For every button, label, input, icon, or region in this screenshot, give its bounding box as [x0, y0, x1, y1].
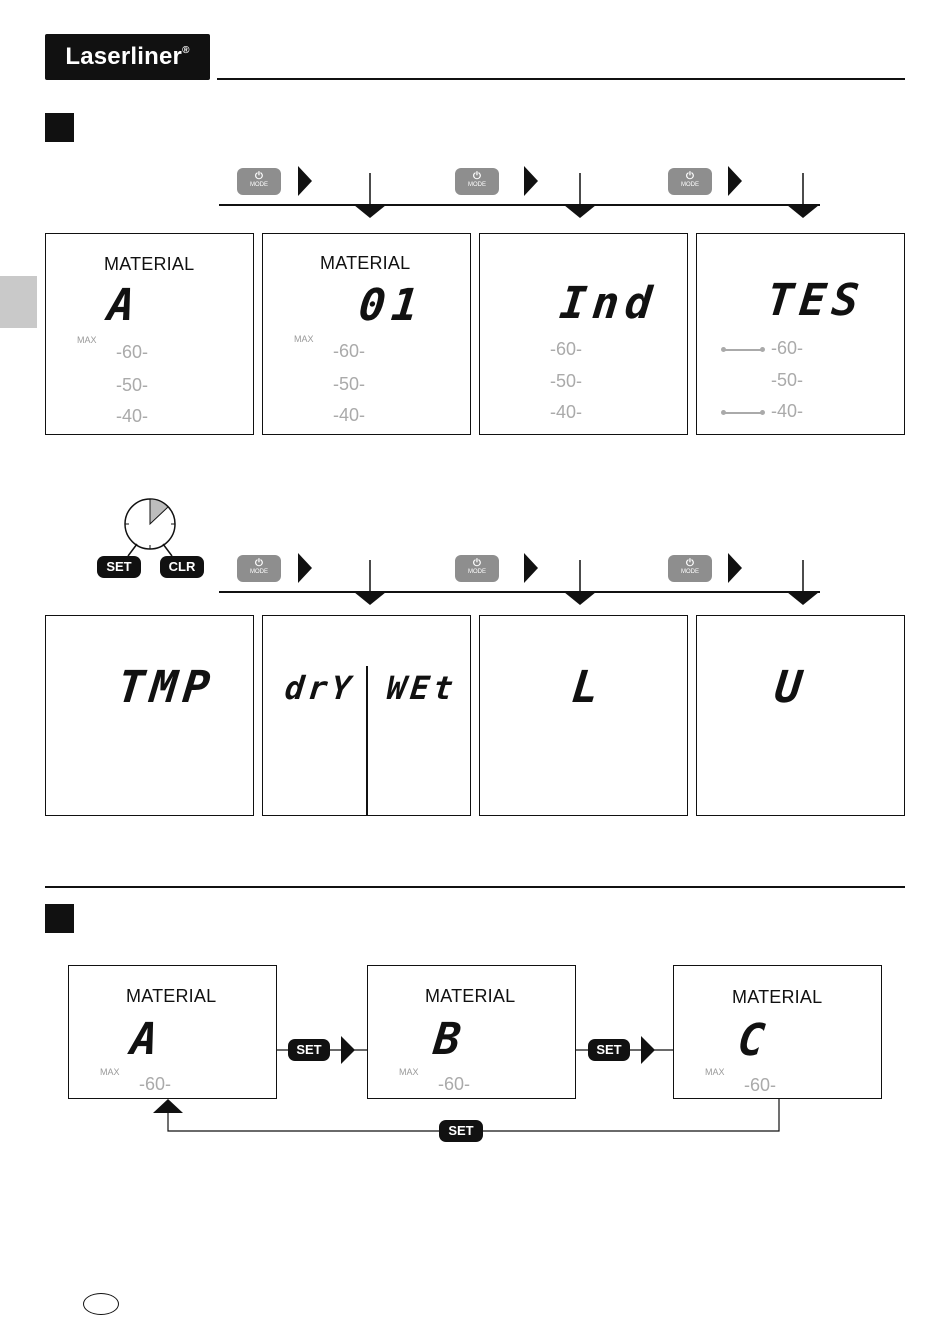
material-label: MATERIAL [732, 987, 823, 1007]
material-label: MATERIAL [425, 986, 516, 1006]
display-panel-material-b [367, 965, 576, 1099]
scale-40: -40- [116, 406, 149, 426]
mode-label: MODE [250, 569, 268, 575]
probe-icon [723, 349, 763, 351]
mode-label: MODE [468, 569, 486, 575]
probe-icon [723, 412, 763, 414]
set-button[interactable]: SET [97, 556, 141, 578]
arrow-right-icon [524, 166, 538, 196]
lcd-value: A [105, 280, 144, 331]
scale-60: -60- [139, 1074, 172, 1094]
max-label: MAX [100, 1067, 120, 1077]
arrow-down-icon [787, 592, 819, 605]
arrow-down-icon [564, 205, 596, 218]
lcd-value: TMP [115, 662, 219, 713]
power-icon: ⏻ [255, 171, 263, 182]
set-button[interactable]: SET [588, 1039, 630, 1061]
section-marker-2 [45, 904, 74, 933]
lcd-value: A [128, 1014, 167, 1065]
max-label: MAX [294, 334, 314, 344]
lcd-value: 01 [356, 280, 427, 331]
scale-40: -40- [550, 402, 583, 422]
scale-50: -50- [116, 375, 149, 395]
scale-60: -60- [116, 342, 149, 362]
scale-50: -50- [771, 370, 804, 390]
arrow-down-icon [564, 592, 596, 605]
mode-button[interactable] [668, 555, 712, 582]
arrow-right-icon [341, 1036, 355, 1064]
display-panel-tes [696, 233, 905, 435]
arrow-down-icon [354, 205, 386, 218]
power-icon: ⏻ [686, 558, 694, 569]
display-panel-dry-wet [262, 615, 471, 816]
clr-button[interactable]: CLR [160, 556, 204, 578]
mode-label: MODE [468, 182, 486, 188]
max-label: MAX [399, 1067, 419, 1077]
mode-button[interactable] [237, 168, 281, 195]
arrow-right-icon [728, 166, 742, 196]
set-button[interactable]: SET [439, 1120, 483, 1142]
language-badge [83, 1293, 119, 1315]
display-panel-u [696, 615, 905, 816]
brand-name: Laserliner [65, 43, 183, 70]
arrow-up-icon [153, 1099, 183, 1113]
scale-40: -40- [771, 401, 804, 421]
lcd-dry: drY [283, 669, 357, 707]
scale-60: -60- [438, 1074, 471, 1094]
set-button[interactable]: SET [288, 1039, 330, 1061]
display-panel-ind [479, 233, 688, 435]
mode-button[interactable] [237, 555, 281, 582]
lcd-value: B [431, 1014, 470, 1065]
arrow-right-icon [728, 553, 742, 583]
display-panel-material-a2 [68, 965, 277, 1099]
display-panel-material-01 [262, 233, 471, 435]
timer-icon [125, 499, 175, 556]
lcd-wet: WEt [385, 669, 459, 707]
scale-40: -40- [333, 405, 366, 425]
scale-50: -50- [333, 374, 366, 394]
mode-button[interactable] [668, 168, 712, 195]
mode-label: MODE [681, 569, 699, 575]
display-panel-l [479, 615, 688, 816]
scale-60: -60- [333, 341, 366, 361]
material-label: MATERIAL [320, 253, 411, 273]
lcd-value: TES [764, 275, 868, 326]
material-label: MATERIAL [126, 986, 217, 1006]
mode-label: MODE [681, 182, 699, 188]
max-label: MAX [705, 1067, 725, 1077]
lcd-value: L [569, 662, 608, 713]
power-icon: ⏻ [255, 558, 263, 569]
mode-button[interactable] [455, 555, 499, 582]
arrow-right-icon [641, 1036, 655, 1064]
lcd-value: U [772, 662, 811, 713]
power-icon: ⏻ [473, 171, 481, 182]
scale-50: -50- [550, 371, 583, 391]
mode-label: MODE [250, 182, 268, 188]
divider [366, 666, 368, 816]
lcd-value: C [735, 1015, 774, 1066]
arrow-right-icon [298, 166, 312, 196]
mode-button[interactable] [455, 168, 499, 195]
power-icon: ⏻ [473, 558, 481, 569]
lcd-value: Ind [557, 278, 661, 329]
arrow-right-icon [524, 553, 538, 583]
arrow-right-icon [298, 553, 312, 583]
display-panel-tmp [45, 615, 254, 816]
power-icon: ⏻ [686, 171, 694, 182]
arrow-down-icon [787, 205, 819, 218]
display-panel-material-a [45, 233, 254, 435]
max-label: MAX [77, 335, 97, 345]
registered-mark: ® [182, 45, 190, 56]
scale-60: -60- [744, 1075, 777, 1095]
section-rule [45, 886, 905, 888]
display-panel-material-c [673, 965, 882, 1099]
material-label: MATERIAL [104, 254, 195, 274]
scale-60: -60- [550, 339, 583, 359]
scale-60: -60- [771, 338, 804, 358]
arrow-down-icon [354, 592, 386, 605]
